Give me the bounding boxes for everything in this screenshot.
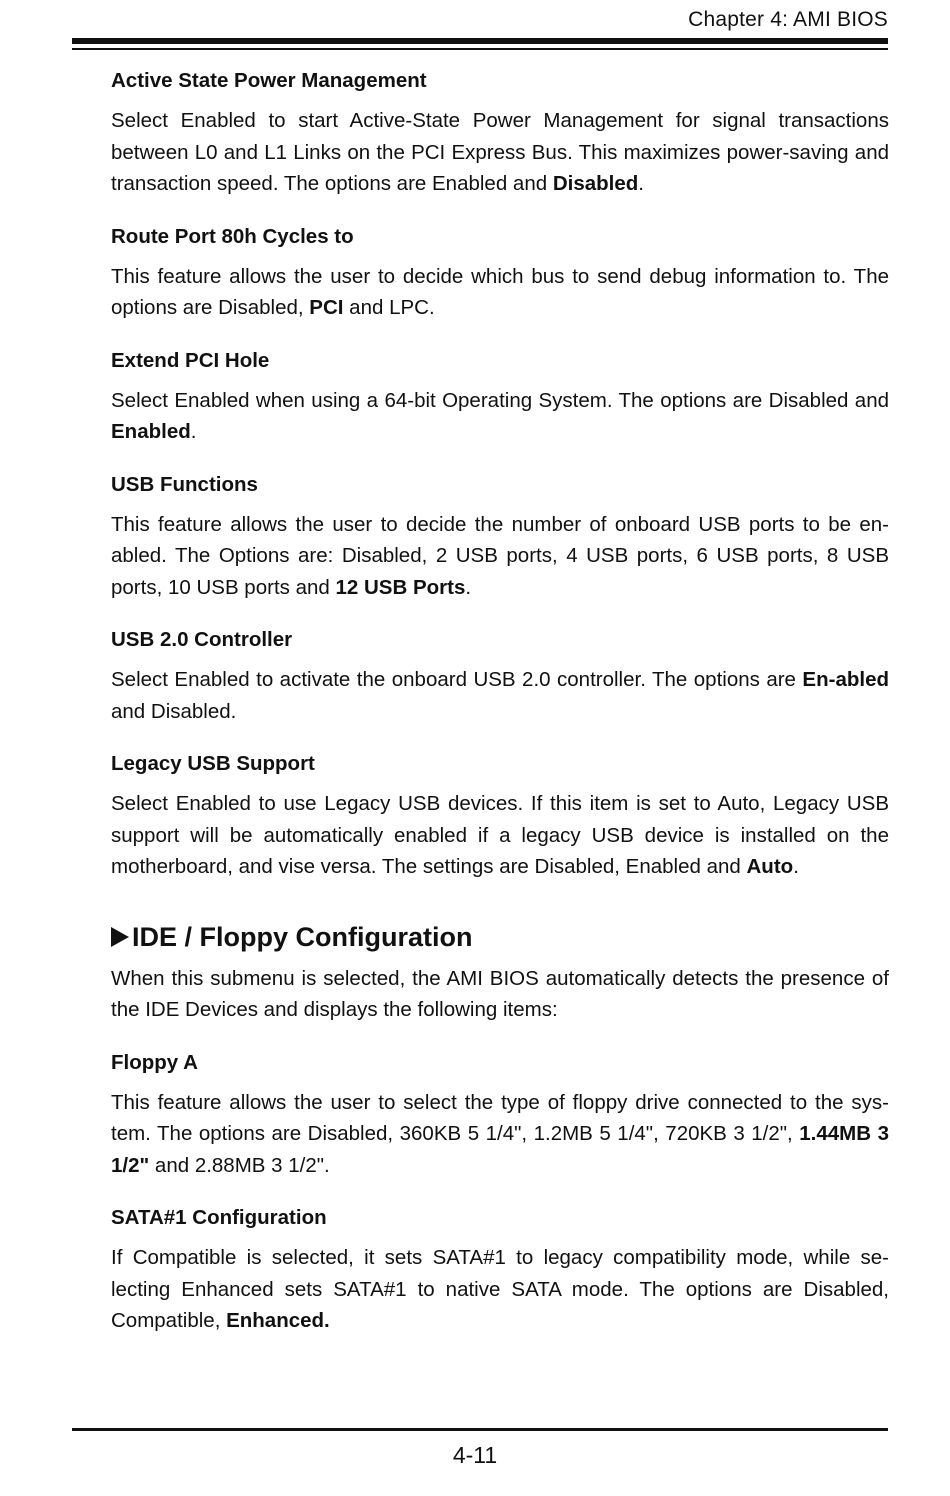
section-body: Select Enabled to start Active-State Power Management for signal transactions between L0 and L1 Links on the PCI Express Bus. This maximizes power-saving and transaction speed. The options are Enabled and Disabled. bbox=[111, 109, 889, 195]
section-usb-functions bbox=[111, 470, 889, 604]
section-body: This feature allows the user to select the type of floppy drive connected to the sys-tem. The options are Disabled, 360KB 5 1/4", 1.2MB 5 1/4", 720KB 3 1/2", 1.44MB 3 1/2" and 2.88MB 3 1/2". bbox=[111, 1090, 889, 1177]
page-content bbox=[111, 66, 889, 1359]
section-sata1-configuration bbox=[111, 1203, 889, 1337]
section-heading: Floppy A bbox=[111, 1050, 198, 1074]
section-body: Select Enabled to use Legacy USB devices. If this item is set to Auto, Legacy USB support will be automatically enabled if a legacy USB device is installed on the motherboard, and vise versa. The settings are Disabled, Enabled and Auto. bbox=[111, 792, 889, 878]
section-legacy-usb-support bbox=[111, 749, 889, 883]
section-route-port-80h bbox=[111, 222, 889, 324]
footer-rule bbox=[72, 1428, 888, 1431]
section-extend-pci-hole bbox=[111, 346, 889, 448]
section-heading: USB Functions bbox=[111, 472, 258, 496]
section-heading: Legacy USB Support bbox=[111, 752, 315, 775]
section-body: Select Enabled to activate the onboard USB 2.0 controller. The options are En-abled and Disabled. bbox=[111, 668, 889, 723]
submenu-title: IDE / Floppy Configuration bbox=[132, 921, 473, 952]
section-heading: Extend PCI Hole bbox=[111, 348, 270, 372]
submenu-intro-section bbox=[111, 963, 889, 1026]
header-rule-thick bbox=[72, 38, 888, 44]
section-body: If Compatible is selected, it sets SATA#1 to legacy compatibility mode, while se-lecting Enhanced sets SATA#1 to native SATA mode. The options are Disabled, Compatible, Enhanced. bbox=[111, 1246, 889, 1332]
section-heading: Route Port 80h Cycles to bbox=[111, 224, 354, 248]
right-triangle-icon bbox=[111, 927, 129, 947]
section-body: Select Enabled when using a 64-bit Operating System. The options are Disabled and Enabled. bbox=[111, 388, 889, 443]
submenu-heading bbox=[111, 919, 889, 955]
submenu-intro: When this submenu is selected, the AMI BIOS automatically detects the presence of the IDE Devices and displays the following items: bbox=[111, 966, 889, 1021]
section-usb-2-controller bbox=[111, 625, 889, 727]
section-body: This feature allows the user to decide the number of onboard USB ports to be en-abled. The Options are: Disabled, 2 USB ports, 4 USB ports, 6 USB ports, 8 USB ports, 10 USB ports and 12 USB Ports. bbox=[111, 512, 889, 599]
header-rule-thin bbox=[72, 48, 888, 50]
chapter-header: Chapter 4: AMI BIOS bbox=[688, 8, 888, 31]
page-number: 4-11 bbox=[452, 1442, 498, 1468]
section-heading: Active State Power Management bbox=[111, 69, 427, 92]
section-body: This feature allows the user to decide which bus to send debug information to. The options are Disabled, PCI and LPC. bbox=[111, 264, 889, 319]
section-heading: SATA#1 Configuration bbox=[111, 1206, 327, 1229]
section-floppy-a bbox=[111, 1048, 889, 1182]
section-heading: USB 2.0 Controller bbox=[111, 628, 293, 651]
section-active-state-power-management bbox=[111, 66, 889, 200]
